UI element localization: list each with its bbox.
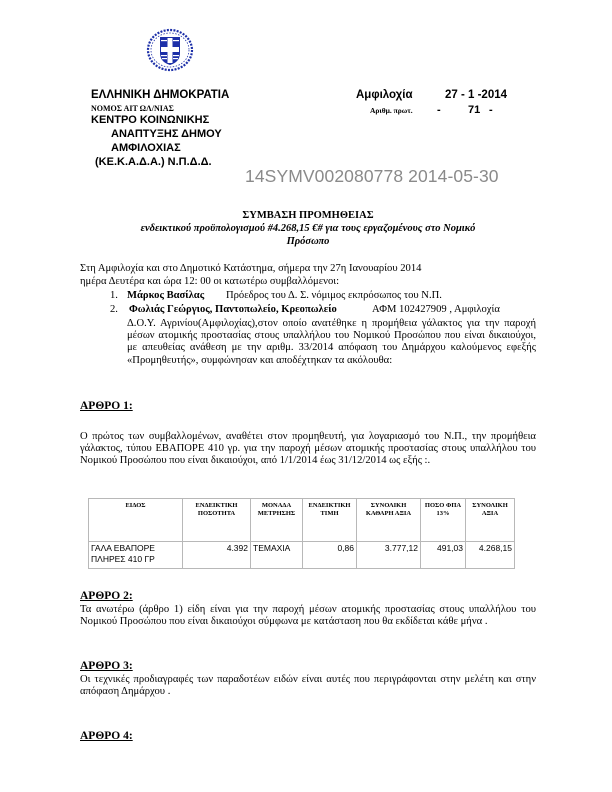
- total-value-cell: 4.268,15: [466, 542, 515, 569]
- org-name-line3: ΑΜΦΙΛΟΧΙΑΣ: [111, 142, 181, 154]
- prefecture-name: ΝΟΜΟΣ ΑΙΤ ΩΛ/ΝΙΑΣ: [91, 104, 174, 113]
- items-table: [88, 498, 515, 569]
- article2-heading: ΑΡΘΡΟ 2:: [80, 590, 133, 602]
- article3-heading: ΑΡΘΡΟ 3:: [80, 660, 133, 672]
- article4-heading: ΑΡΘΡΟ 4:: [80, 730, 133, 742]
- column-header: ΣΥΝΟΛΙΚΗ ΚΑΘΑΡΗ ΑΞΙΑ: [357, 499, 421, 542]
- party1-number: 1.: [110, 290, 118, 301]
- intro-line1: Στη Αμφιλοχία και στο Δημοτικό Κατάστημα, σήμερα την 27η Ιανουαρίου 2014: [80, 263, 422, 274]
- party2-description: ΑΦΜ 102427909 , Αμφιλοχία: [372, 304, 500, 315]
- vat-cell: 491,03: [421, 542, 466, 569]
- protocol-dash: -: [489, 104, 493, 116]
- protocol-label: Αριθμ. πρωτ.: [370, 106, 413, 115]
- article2-text: Τα ανωτέρω (άρθρο 1) είδη είναι για την παροχή μέσων ατομικής προστασίας στους υπαλλήλου του Νομικού Προσώπου που είναι δικαιούχοι σύμφωνα με κατάσταση που θα εκδίδεται κάθε μήνα .: [80, 604, 536, 628]
- coat-of-arms-emblem-icon: [145, 28, 195, 72]
- party2-details: Δ.Ο.Υ. Αγρινίου(Αμφιλοχίας),στον οποίο ανατέθηκε η προμήθεια γάλακτος για την παροχή μέσων ατομικής προστασίας στους υπαλλήλου του Νομικού Προσώπου που είναι δικαιούχοι, με απευθείας ανάθεση με την αριθμ. 33/2014 απόφαση του Δημάρχου καλούμενος εφεξής «Προμηθευτής», συμφώνησαν και αποδέχτηκαν τα ακόλουθα:: [127, 318, 536, 366]
- column-header: ΜΟΝΑΔΑ ΜΕΤΡΗΣΗΣ: [251, 499, 303, 542]
- org-name-line1: ΚΕΝΤΡΟ ΚΟΙΝΩΝΙΚΗΣ: [91, 114, 210, 126]
- protocol-dash: -: [437, 104, 441, 116]
- column-header: ΕΝΔΕΙΚΤΙΚΗ ΠΟΣΟΤΗΤΑ: [183, 499, 251, 542]
- country-name: ΕΛΛΗΝΙΚΗ ΔΗΜΟΚΡΑΤΙΑ: [91, 89, 230, 101]
- net-value-cell: 3.777,12: [357, 542, 421, 569]
- column-header: ΕΙΔΟΣ: [89, 499, 183, 542]
- intro-line2: ημέρα Δευτέρα και ώρα 12: 00 οι κατωτέρω συμβαλλόμενοι:: [80, 276, 340, 287]
- protocol-number: 71: [468, 104, 481, 116]
- party2-name: Φωλιάς Γεώργιος, Παντοπωλείο, Κρεοπωλείο: [129, 304, 337, 315]
- party1-name: Μάρκος Βασίλας: [127, 290, 205, 301]
- document-date: 27 - 1 -2014: [445, 89, 508, 101]
- contract-subtitle-cont: Πρόσωπο: [286, 236, 330, 247]
- org-name-line4: (ΚΕ.Κ.Α.Δ.Α.) Ν.Π.Δ.Δ.: [95, 156, 212, 168]
- org-name-line2: ΑΝΑΠΤΥΞΗΣ ΔΗΜΟΥ: [111, 128, 222, 140]
- table-row: [89, 542, 515, 569]
- contract-subtitle: ενδεικτικού προϋπολογισμού #4.268,15 €# για τους εργαζομένους στο Νομικό: [140, 223, 476, 234]
- article1-text: Ο πρώτος των συμβαλλομένων, αναθέτει στον προμηθευτή, για λογαριασμό του Ν.Π., την προμήθεια γάλακτος, τύπου ΕΒΑΠΟΡΕ 410 γρ. για την παροχή μέσων ατομικής προστασίας στους υπαλλήλου του Νομικού Προσώπου που είναι δικαιούχοι, από 1/1/2014 έως 31/12/2014 ως εξής :.: [80, 431, 536, 467]
- unit-cell: ΤΕΜΑΧΙΑ: [251, 542, 303, 569]
- column-header: ΣΥΝΟΛΙΚΗ ΑΞΙΑ: [466, 499, 515, 542]
- party1-description: Πρόεδρος του Δ. Σ. νόμιμος εκπρόσωπος του Ν.Π.: [226, 290, 442, 301]
- column-header: ΕΝΔΕΙΚΤΙΚΗ ΤΙΜΗ: [303, 499, 357, 542]
- article1-heading: ΑΡΘΡΟ 1:: [80, 400, 133, 412]
- table-header-row: [89, 499, 515, 542]
- contract-title: ΣΥΜΒΑΣΗ ΠΡΟΜΗΘΕΙΑΣ: [242, 210, 374, 221]
- item-name-cell: ΓΑΛΑ ΕΒΑΠΟΡΕ ΠΛΗΡΕΣ 410 ΓΡ: [89, 542, 183, 569]
- article3-text: Οι τεχνικές προδιαγραφές των παραδοτέων ειδών είναι αυτές που περιγράφονται στην μελέτη και στην απόφαση Δημάρχου .: [80, 674, 536, 698]
- document-id-stamp: 14SYMV002080778 2014-05-30: [245, 166, 499, 186]
- column-header: ΠΟΣΟ ΦΠΑ 13%: [421, 499, 466, 542]
- quantity-cell: 4.392: [183, 542, 251, 569]
- unit-price-cell: 0,86: [303, 542, 357, 569]
- place-name: Αμφιλοχία: [356, 89, 413, 101]
- party2-number: 2.: [110, 304, 118, 315]
